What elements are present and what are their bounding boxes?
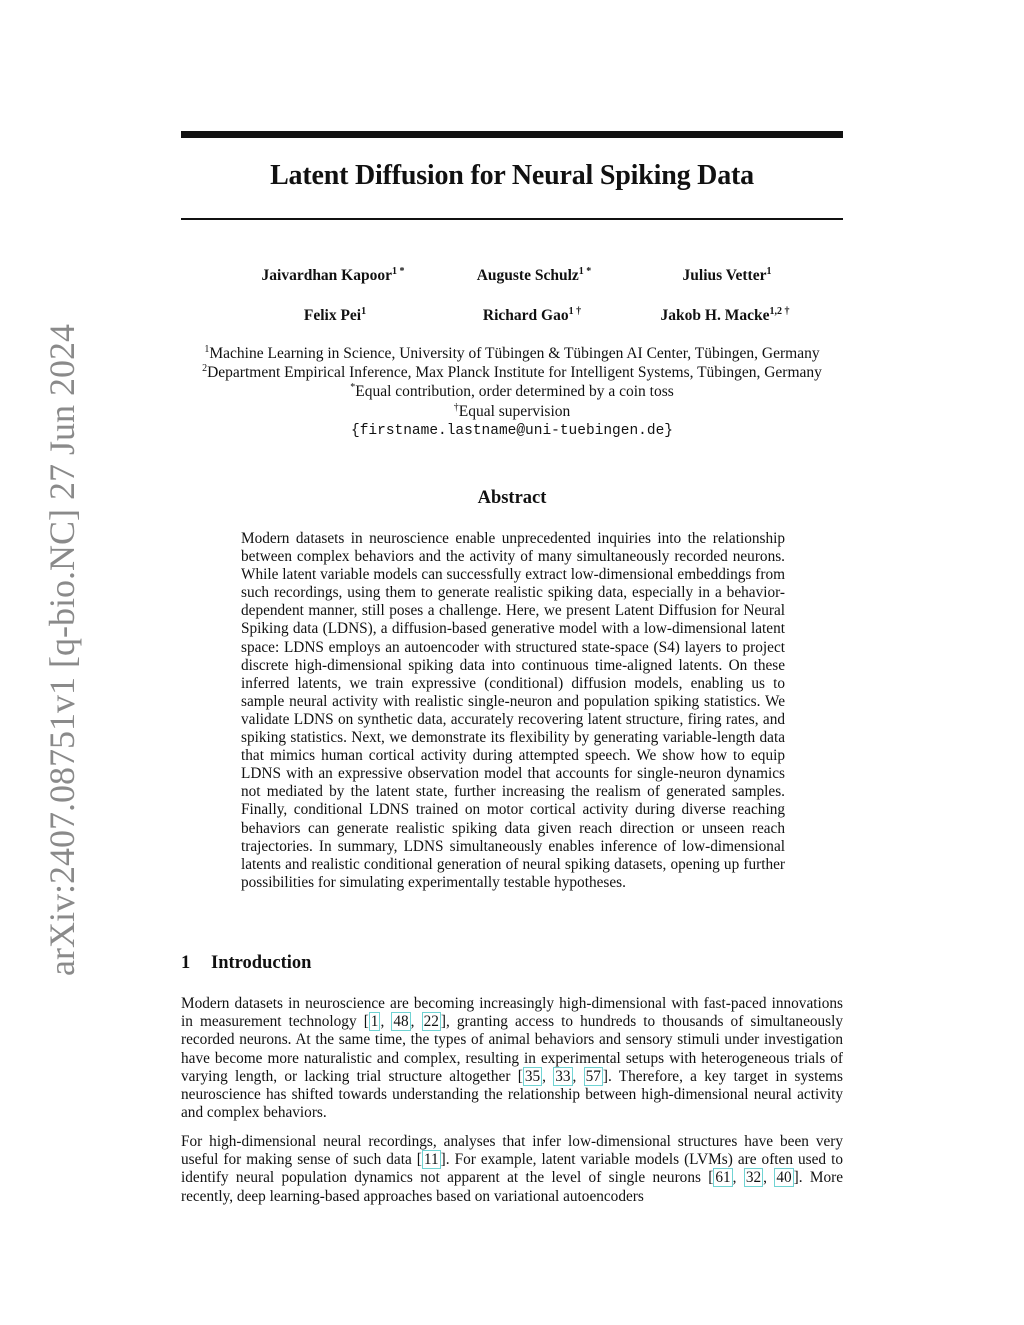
section-heading-introduction: 1 Introduction — [181, 953, 312, 973]
paper-title: Latent Diffusion for Neural Spiking Data — [270, 160, 754, 191]
author-5: Richard Gao$^{1 \dagger}$ — [482, 305, 582, 324]
affiliation-2: $^2$Department Empirical Inference, Max Planck Institute for Intelligent Systems, Tübingen, Germany — [202, 362, 822, 381]
citation-link[interactable]: 48 — [393, 1013, 409, 1031]
citation-link[interactable]: 1 — [370, 1013, 379, 1031]
note-equal-supervision: †Equal supervision — [453, 401, 571, 420]
affiliation-1: $^1$Machine Learning in Science, University of Tübingen & Tübingen AI Center, Tübingen, Germany — [204, 343, 820, 362]
author-4: Felix Pei$^1$ — [303, 305, 367, 324]
author-1: Jaivardhan Kapoor$^{1 *}$ — [261, 265, 405, 284]
abstract-text: Modern datasets in neuroscience enable unprecedented inquiries into the relationship between complex behaviors and the activity of many simultaneously recorded neurons. While latent variable models can successfully extract low-dimensional embeddings from such recordings, using them to generate realistic spiking data, especially in a behavior-dependent manner, still poses a challenge. Here, we present Latent Diffusion for Neural Spiking data (LDNS), a diffusion-based generative model with a low-dimensional latent space: LDNS employs an autoencoder with structured state-space (S4) layers to project discrete high-dimensional spiking data into continuous time-aligned latents. On these inferred latents, we train expressive (conditional) diffusion models, enabling us to sample neural activity with realistic single-neuron and population spiking statistics. We validate LDNS on synthetic data, accurately recovering latent structure, firing rates, and spiking statistics. Next, we demonstrate its flexibility by generating variable-length data that mimics human cortical activity during attempted speech. We show how to equip LDNS with an expressive observation model that accounts for single-neuron dynamics not mediated by the latent state, further increasing the realism of generated samples. Finally, conditional LDNS trained on motor cortical activity during diverse reaching behaviors can generate realistic spiking data given reach direction or unseen reach trajectories. In summary, LDNS simultaneously enables inference of low-dimensional latents and realistic conditional generation of neural spiking datasets, opening up further possibilities for simulating experimentally testable hypotheses. — [241, 530, 785, 891]
citation-link[interactable]: 61 — [715, 1169, 731, 1187]
citation-link[interactable]: 57 — [585, 1067, 601, 1085]
citation-link[interactable]: 35 — [524, 1067, 541, 1085]
title-rule-top — [181, 131, 843, 138]
citation-link[interactable]: 40 — [776, 1169, 792, 1187]
citation-link[interactable]: 11 — [423, 1151, 439, 1169]
arxiv-identifier: arXiv:2407.08751v1 [q-bio.NC] 27 Jun 2024 — [42, 324, 82, 976]
author-3: Julius Vetter$^1$ — [682, 265, 772, 284]
intro-paragraph-2: For high-dimensional neural recordings, analyses that infer low-dimensional structures have been very useful for making sense of such data [ 11 ]. For example, latent variable models (LVMs) are often used to identify neural population dynamics not apparent at the level of single neurons [ 61 , 32 , 40 ]. More recently, deep learning-based approaches based on variational autoencoders — [181, 1133, 844, 1205]
note-equal-contribution: *Equal contribution, order determined by a coin toss — [350, 381, 674, 400]
title-rule-bottom — [181, 218, 843, 220]
intro-paragraph-1: Modern datasets in neuroscience are becoming increasingly high-dimensional with fast-paced innovations in measurement technology [ 1 , 48 , 22 ], granting access to hundreds to thousands of simultaneously recorded neurons. At the same time, the types of animal behaviors and sensory stimuli under investigation have become more naturalistic and complex, resulting in experimental setups with heterogeneous trials of varying length, or lacking trial structure altogether [ 35 , 33 , 57 ]. Therefore, a key target in systems neuroscience has shifted towards understanding the relationship between high-dimensional neural activity and complex behaviors. — [181, 995, 844, 1122]
citation-link[interactable]: 33 — [555, 1067, 571, 1085]
author-2: Auguste Schulz$^{1 *}$ — [476, 265, 592, 284]
citation-link[interactable]: 22 — [423, 1013, 439, 1031]
abstract-heading: Abstract — [477, 488, 547, 508]
author-6: Jakob H. Macke$^{1,2 \dagger}$ — [660, 305, 790, 324]
email-address: {firstname.lastname@uni-tuebingen.de} — [351, 423, 673, 439]
citation-link[interactable]: 32 — [745, 1169, 762, 1187]
